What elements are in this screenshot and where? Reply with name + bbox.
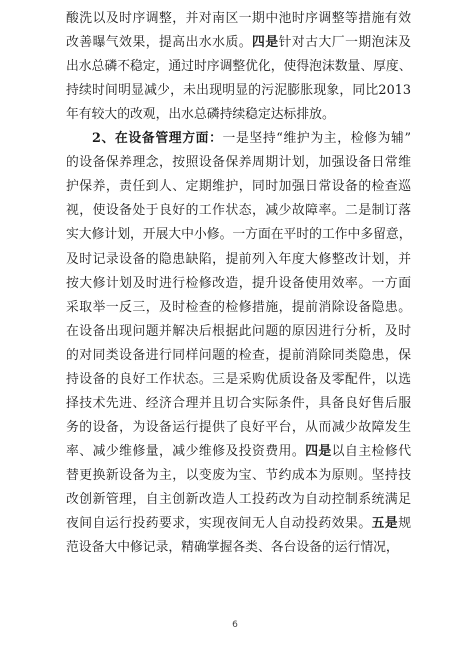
text-run: 持续时间明显减少，未出现明显的污泥膨胀现象，同比2013 <box>66 83 411 99</box>
text-run: 规 <box>398 516 412 532</box>
text-run: 改善曝气效果，提高出水水质。 <box>66 35 253 51</box>
text-run: 酸洗以及时序调整，并对南区一期中池时序调整等措施有效 <box>66 11 411 26</box>
text-line <box>66 81 411 101</box>
text-run: 择技术先进、经济合理并且切合实际条件，具备良好售后服 <box>66 395 411 411</box>
text-run: 一是坚持“维护为主，检修为辅” <box>222 131 411 147</box>
text-line <box>66 298 411 318</box>
text-line <box>66 153 411 173</box>
text-line <box>66 490 411 510</box>
text-run: 护保养，责任到人、定期维护，同时加强日常设备的检查巡 <box>66 179 411 195</box>
text-line <box>66 201 411 221</box>
text-run: 的设备保养理念，按照设备保养周期计划，加强设备日常维 <box>66 155 411 171</box>
text-line <box>66 346 411 366</box>
text-run: 范设备大中修记录，精确掌握各类、各台设备的运行情况， <box>66 540 399 556</box>
text-run: 务的设备，为设备运行提供了良好平台，从而减少故障发生 <box>66 419 411 435</box>
text-run: 以自主检修代 <box>331 443 412 459</box>
text-run: 的对同类设备进行同样问题的检查，提前消除同类隐患，保 <box>66 347 411 363</box>
text-line <box>66 33 411 53</box>
text-line <box>66 225 411 245</box>
text-line <box>66 370 411 390</box>
text-run: 采取举一反三，及时检查的检修措施，提前消除设备隐患。 <box>66 299 411 315</box>
text-line <box>66 105 411 125</box>
text-run: 夜间自运行投药要求，实现夜间无人自动投药效果。 <box>66 516 372 532</box>
text-run: 视，使设备处于良好的工作状态，减少故障率。二是制订落 <box>66 203 411 219</box>
text-line <box>66 514 411 534</box>
text-run: 按大修计划及时进行检修改造，提升设备使用效率。一方面 <box>66 275 411 291</box>
text-line <box>66 274 411 294</box>
bold-text-run: 四是 <box>305 443 332 459</box>
text-run: 出水总磷不稳定，通过时序调整优化，使得泡沫数量、厚度、 <box>66 59 412 75</box>
bold-text-run: 五是 <box>371 516 399 532</box>
text-line <box>66 418 411 438</box>
text-run: 针对古大厂一期泡沫及 <box>278 35 412 51</box>
text-run: 持设备的良好工作状态。三是采购优质设备及零配件，以选 <box>66 371 411 387</box>
text-run: 改创新管理，自主创新改造人工投药改为自动控制系统满足 <box>66 492 411 507</box>
text-run: 及时记录设备的隐患缺陷，提前列入年度大修整改计划，并 <box>66 251 411 267</box>
text-run: 年有较大的改观，出水总磷持续稳定达标排放。 <box>66 107 335 123</box>
text-line <box>66 57 411 77</box>
bold-text-run: 四是 <box>252 35 279 51</box>
text-line <box>66 9 411 29</box>
bold-text-run: 2、在设备管理方面： <box>92 131 223 147</box>
text-line <box>92 129 411 149</box>
text-run: 替更换新设备为主，以变废为宝、节约成本为原则。坚持技 <box>66 467 411 483</box>
text-line <box>66 177 411 197</box>
text-line <box>66 394 411 414</box>
text-line <box>66 322 411 342</box>
text-run: 率、减少维修量，减少维修及投资费用。 <box>66 443 306 459</box>
text-line <box>66 442 411 462</box>
text-line <box>66 466 411 486</box>
text-run: 在设备出现问题并解决后根据此问题的原因进行分析，及时 <box>66 323 411 339</box>
page-number: 6 <box>232 620 238 630</box>
text-run: 实大修计划，开展大中小修。一方面在平时的工作中多留意， <box>66 227 412 243</box>
text-line <box>66 250 411 270</box>
text-line <box>66 538 411 558</box>
